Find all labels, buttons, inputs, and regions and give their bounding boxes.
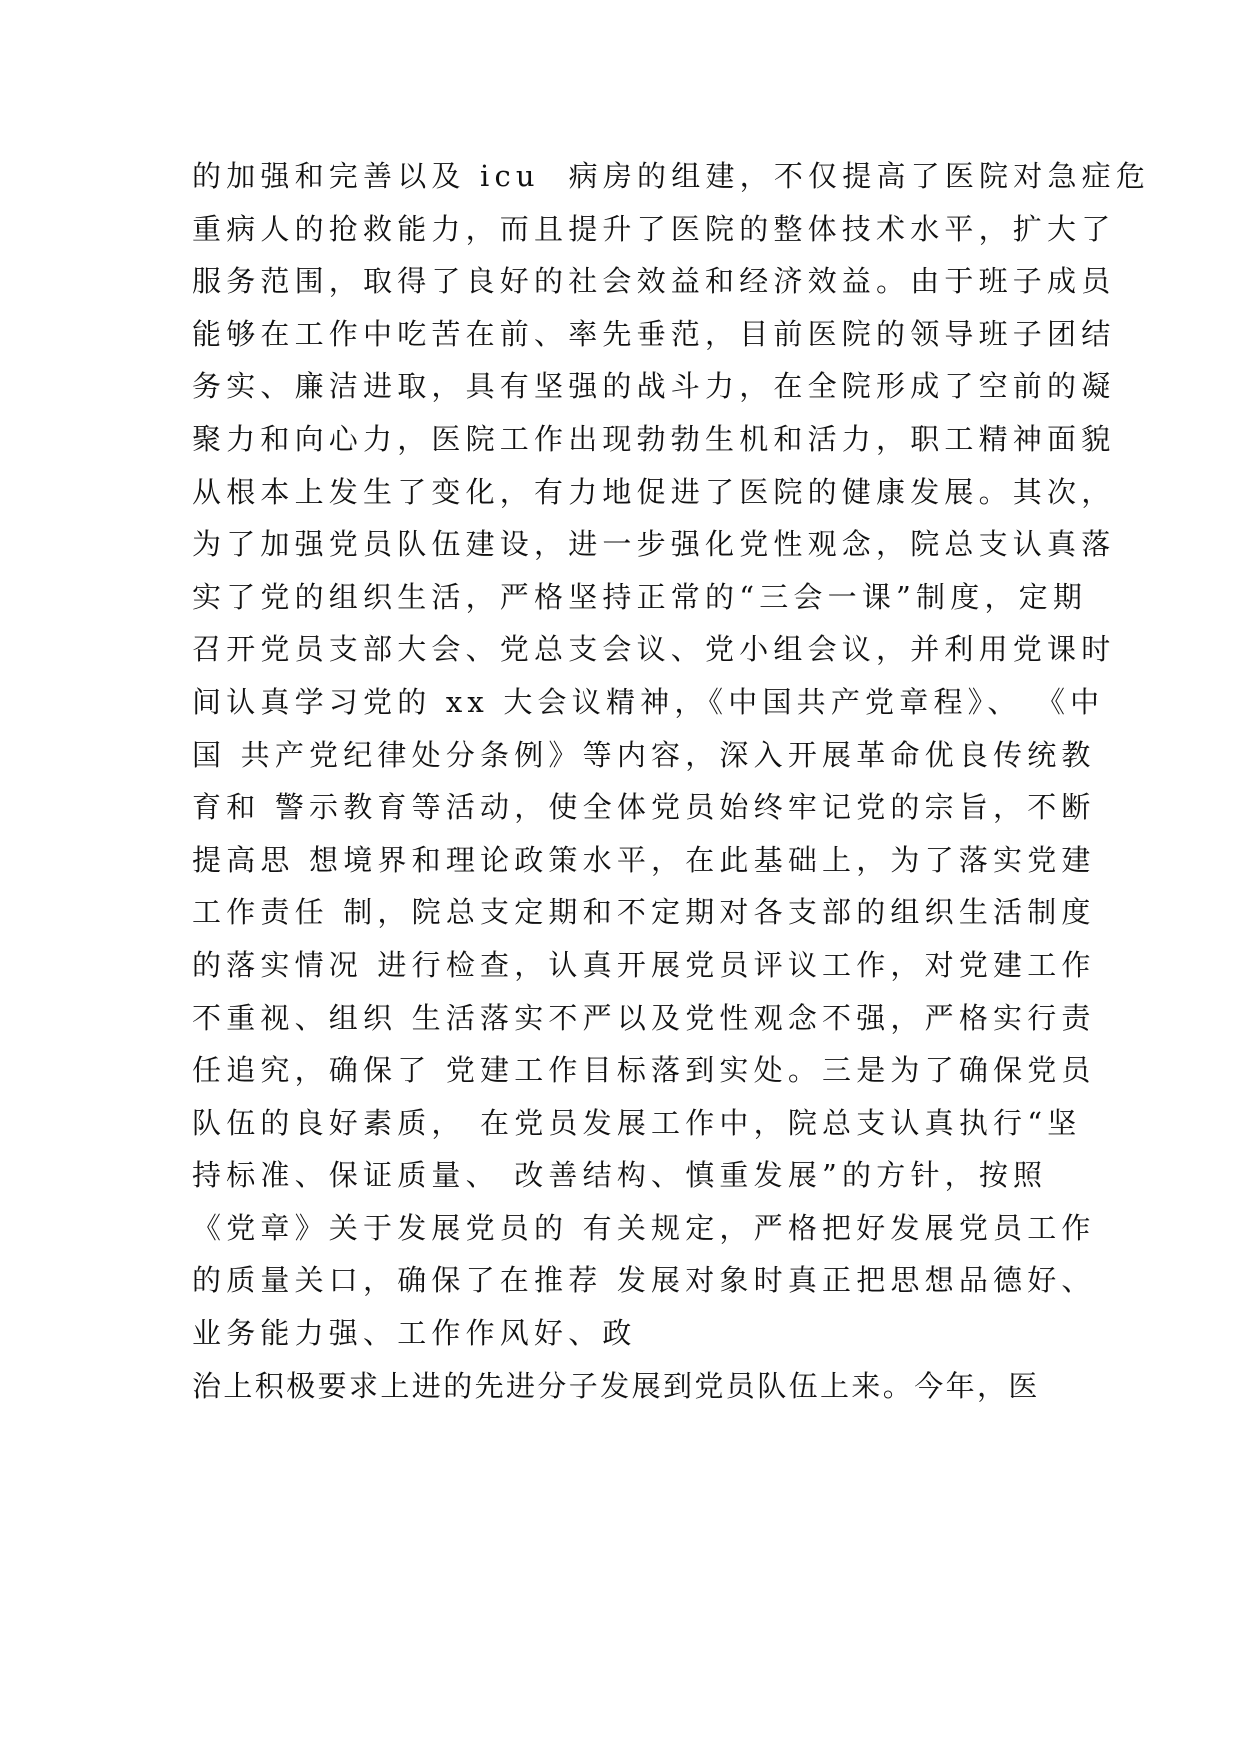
text-line: 持标准、保证质量、 改善结构、慎重发展”的方针，按照	[192, 1158, 1048, 1193]
text-line: 召开党员支部大会、党总支会议、党小组会议，并利用党课时	[192, 632, 1116, 667]
text-line: 实了党的组织生活，严格坚持正常的“三会一课”制度，定期	[192, 579, 1088, 614]
text-line: 的落实情况 进行检查，认真开展党员评议工作，对党建工作	[192, 947, 1096, 982]
text-line: 不重视、组织 生活落实不严以及党性观念不强，严格实行责	[192, 1000, 1096, 1035]
text-line: 务实、廉洁进取，具有坚强的战斗力，在全院形成了空前的凝	[192, 369, 1116, 404]
text-line: 的质量关口，确保了在推荐 发展对象时真正把思想品德好、	[192, 1263, 1096, 1298]
text-line: 队伍的良好素质， 在党员发展工作中，院总支认真执行“坚	[192, 1105, 1082, 1140]
text-line: 育和 警示教育等活动，使全体党员始终牢记党的宗旨，不断	[192, 790, 1096, 825]
text-line: 为了加强党员队伍建设，进一步强化党性观念，院总支认真落	[192, 527, 1116, 562]
text-line: 业务能力强、工作作风好、政	[192, 1316, 637, 1351]
text-line: 提高思 想境界和理论政策水平，在此基础上，为了落实党建	[192, 842, 1096, 877]
text-line: 国 共产党纪律处分条例》等内容，深入开展革命优良传统教	[192, 737, 1096, 772]
text-line: 治上积极要求上进的先进分子发展到党员队伍上来。今年，医	[192, 1368, 1040, 1403]
text-line: 的加强和完善以及 icu 病房的组建，不仅提高了医院对急症危	[192, 159, 1151, 193]
text-line: 任追究，确保了 党建工作目标落到实处。三是为了确保党员	[192, 1053, 1096, 1088]
text-line: 从根本上发生了变化，有力地促进了医院的健康发展。其次，	[192, 474, 1116, 509]
text-line: 重病人的抢救能力，而且提升了医院的整体技术水平，扩大了	[192, 211, 1116, 246]
text-line: 能够在工作中吃苦在前、率先垂范，目前医院的领导班子团结	[192, 316, 1116, 351]
text-line: 《党章》关于发展党员的 有关规定，严格把好发展党员工作	[192, 1210, 1096, 1245]
text-line: 聚力和向心力，医院工作出现勃勃生机和活力，职工精神面貌	[192, 421, 1116, 456]
body-text	[192, 150, 1151, 1412]
text-line: 工作责任 制，院总支定期和不定期对各支部的组织生活制度	[192, 895, 1096, 930]
text-line: 间认真学习党的 xx 大会议精神，《中国共产党章程》、 《中	[192, 684, 1105, 719]
text-line: 服务范围，取得了良好的社会效益和经济效益。由于班子成员	[192, 264, 1116, 299]
